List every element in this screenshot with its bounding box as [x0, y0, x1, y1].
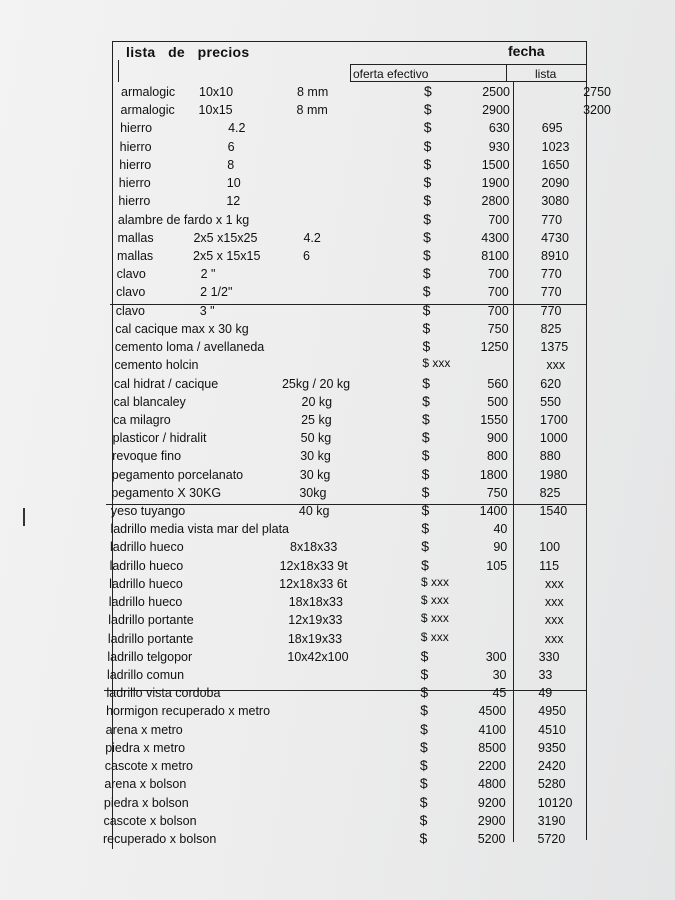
page-title: lista de precios: [126, 44, 250, 60]
product-name: ladrillo portante: [107, 631, 194, 646]
offer-price: 4500: [478, 704, 507, 719]
list-price: 2090: [541, 176, 570, 191]
product-name: piedra x bolson: [103, 795, 189, 810]
offer-price: 750: [486, 485, 508, 500]
product-detail: 30 kg: [299, 467, 331, 482]
product-name: ladrillo hueco: [109, 558, 184, 573]
product-name: revoque fino: [112, 449, 182, 464]
price-row: [121, 83, 611, 103]
price-row: [107, 686, 600, 704]
product-detail: 8: [227, 157, 235, 172]
list-price: 1000: [539, 431, 568, 446]
list-price: 620: [540, 376, 562, 391]
offer-price: 800: [486, 449, 508, 464]
product-detail-secondary: 4.2: [303, 230, 321, 245]
offer-price: 500: [487, 394, 509, 409]
list-price: 115: [539, 558, 560, 573]
price-row: [103, 811, 600, 832]
product-name: hierro: [118, 176, 151, 191]
product-detail: 12x18x33 6t: [279, 576, 348, 591]
date-label: fecha: [508, 43, 545, 59]
list-price: 880: [539, 449, 561, 464]
list-price: 2750: [583, 85, 611, 99]
product-name: ladrillo hueco: [110, 540, 184, 555]
offer-price: 2900: [482, 103, 510, 118]
currency-symbol: $: [420, 647, 429, 664]
list-price: 825: [540, 321, 562, 336]
currency-symbol: $: [421, 520, 430, 537]
offer-price: 2500: [482, 85, 510, 99]
offer-price: 4300: [481, 230, 510, 245]
product-detail: 3 ": [199, 303, 215, 318]
price-row: [113, 374, 600, 395]
product-name: pegamento porcelanato: [111, 467, 244, 482]
currency-symbol: $: [422, 374, 431, 391]
product-detail: 10x10: [199, 85, 234, 99]
product-name: hierro: [119, 157, 152, 172]
currency-symbol: $: [423, 210, 432, 227]
product-detail: 2x5 x 15x15: [193, 248, 261, 263]
product-detail-secondary: 8 mm: [296, 103, 328, 118]
currency-na: $ xxx: [420, 611, 449, 626]
product-detail: 18x18x33: [288, 595, 343, 610]
product-name: ladrillo comun: [106, 668, 185, 683]
currency-na: $ xxx: [421, 574, 450, 589]
offer-price: 750: [487, 321, 509, 336]
product-detail: 12: [226, 194, 241, 209]
product-detail: 2x5 x15x25: [193, 230, 258, 245]
product-name: hierro: [118, 194, 151, 209]
offer-price: 4100: [478, 722, 507, 737]
list-price: 1980: [539, 467, 568, 482]
price-row: [107, 668, 600, 686]
price-row: [119, 137, 600, 158]
currency-symbol: $: [419, 757, 428, 774]
currency-symbol: $: [420, 666, 429, 683]
offer-price: 5200: [477, 832, 506, 846]
price-row: [107, 647, 600, 668]
list-price: 550: [540, 394, 561, 409]
currency-symbol: $: [420, 738, 428, 755]
list-price-na: xxx: [544, 631, 564, 646]
column-header-list: lista: [535, 67, 557, 81]
currency-symbol: $: [423, 101, 432, 118]
price-row: [116, 285, 600, 303]
list-price: 4730: [541, 230, 569, 245]
currency-symbol: $: [423, 137, 432, 154]
product-detail: 30 kg: [300, 449, 331, 464]
list-price: 1540: [539, 504, 568, 519]
price-row: [110, 522, 600, 540]
offer-price: 2200: [478, 759, 506, 774]
currency-symbol: $: [420, 684, 429, 701]
product-name: yeso tuyango: [110, 504, 186, 519]
product-detail: 25kg / 20 kg: [281, 376, 351, 391]
price-row: [103, 832, 600, 850]
list-price: 1700: [540, 412, 568, 427]
list-price: 3190: [537, 813, 566, 828]
product-name: arena x metro: [105, 722, 183, 737]
product-name: ca milagro: [113, 412, 171, 427]
price-row: [109, 556, 600, 577]
product-name: ladrillo hueco: [109, 576, 183, 591]
price-row: [119, 176, 600, 194]
offer-price: 2900: [477, 813, 506, 828]
list-price: 770: [541, 212, 563, 227]
currency-symbol: $: [422, 338, 431, 355]
currency-symbol: $: [420, 720, 428, 737]
product-name: armalogic: [121, 85, 176, 99]
offer-price: 45: [492, 686, 507, 701]
product-detail-secondary: 8 mm: [297, 85, 329, 99]
offer-price: 930: [488, 139, 510, 154]
price-row: [117, 246, 600, 267]
header-divider-right: [506, 64, 507, 81]
offer-price: 90: [493, 540, 508, 555]
product-detail: 10: [226, 176, 241, 191]
currency-symbol: $: [421, 483, 430, 500]
offer-price: 900: [487, 431, 508, 446]
product-name: ladrillo portante: [108, 613, 194, 628]
price-row: [104, 777, 600, 795]
currency-symbol: $: [419, 811, 428, 828]
product-detail: 4.2: [228, 121, 246, 136]
list-price: 100: [539, 540, 561, 555]
list-price: 1023: [541, 139, 570, 154]
price-row: [115, 301, 600, 322]
list-price: 2420: [537, 759, 566, 774]
product-name: cascote x bolson: [103, 813, 197, 828]
currency-na: $ xxx: [420, 593, 449, 608]
price-row: [117, 267, 600, 285]
currency-symbol: $: [423, 246, 431, 263]
product-name: ladrillo telgopor: [107, 649, 193, 664]
list-price: 33: [538, 668, 553, 683]
list-price: 3200: [583, 103, 611, 118]
list-price: 770: [540, 303, 562, 318]
offer-price: 30: [492, 668, 507, 683]
price-row: [112, 449, 600, 467]
offer-price: 300: [485, 649, 507, 664]
currency-symbol: $: [421, 465, 430, 482]
price-row: [115, 319, 600, 340]
currency-symbol: $: [423, 155, 432, 172]
currency-na: $ xxx: [422, 356, 451, 371]
header-rule-bottom: [350, 81, 586, 82]
product-name: mallas: [117, 230, 154, 245]
product-name: clavo: [116, 285, 146, 300]
price-row: [109, 595, 600, 613]
product-name: hierro: [119, 139, 152, 154]
product-name: pegamento X 30KG: [111, 485, 222, 500]
price-row: [117, 228, 600, 249]
currency-symbol: $: [419, 793, 428, 810]
list-price: 10120: [537, 795, 573, 810]
price-row: [111, 483, 600, 504]
product-name: cascote x metro: [104, 759, 193, 774]
product-detail: 10x15: [198, 103, 233, 118]
price-row: [119, 155, 600, 176]
currency-symbol: $: [421, 447, 430, 464]
product-name: alambre de fardo x 1 kg: [117, 212, 250, 227]
product-detail: 12x18x33 9t: [279, 558, 348, 573]
list-price: 695: [541, 121, 563, 136]
product-name: cal hidrat / cacique: [113, 376, 219, 391]
price-row: [115, 340, 600, 358]
currency-symbol: $: [421, 556, 429, 573]
offer-price: 4800: [478, 777, 506, 792]
product-detail: 8x18x33: [290, 540, 338, 555]
list-price-na: xxx: [545, 576, 564, 591]
offer-price: 700: [488, 267, 509, 282]
list-price-na: xxx: [546, 358, 566, 373]
offer-price: 1400: [479, 504, 508, 519]
list-price: 4950: [538, 704, 567, 719]
product-name: cemento loma / avellaneda: [114, 340, 265, 355]
list-price-na: xxx: [544, 595, 564, 610]
currency-symbol: $: [419, 830, 428, 846]
list-price: 4510: [538, 722, 566, 737]
price-row: [113, 392, 600, 413]
currency-symbol: $: [422, 265, 431, 282]
price-row: [108, 613, 600, 631]
price-row: [105, 759, 600, 777]
currency-symbol: $: [422, 392, 430, 409]
offer-price: 1500: [481, 157, 510, 172]
price-row: [120, 101, 611, 121]
product-name: clavo: [115, 303, 145, 318]
list-price: 825: [539, 485, 561, 500]
offer-price: 9200: [477, 795, 506, 810]
product-detail: 12x19x33: [288, 613, 343, 628]
product-name: hierro: [120, 121, 153, 136]
currency-symbol: $: [424, 83, 432, 99]
currency-symbol: $: [422, 283, 431, 300]
product-name: cal cacique max x 30 kg: [115, 321, 249, 336]
offer-price: 8500: [478, 740, 507, 755]
offer-price: 1800: [479, 467, 508, 482]
list-price: 8910: [541, 248, 569, 263]
price-row: [109, 574, 600, 595]
currency-symbol: $: [421, 502, 430, 519]
price-row: [113, 431, 600, 449]
header-rule-top: [350, 64, 586, 65]
product-name: recuperado x bolson: [103, 832, 217, 846]
product-name: ladrillo media vista mar del plata: [110, 522, 290, 537]
product-name: ladrillo hueco: [108, 595, 183, 610]
price-row: [113, 410, 600, 431]
product-name: armalogic: [120, 103, 175, 118]
product-detail: 30kg: [299, 485, 327, 500]
currency-symbol: $: [420, 702, 429, 719]
price-row: [111, 465, 600, 486]
price-row: [117, 210, 600, 231]
product-name: ladrillo vista cordoba: [106, 686, 221, 701]
currency-symbol: $: [423, 174, 432, 191]
product-name: hormigon recuperado x metro: [106, 704, 271, 719]
price-row: [106, 704, 600, 722]
product-name: clavo: [116, 267, 146, 282]
offer-price: 700: [487, 285, 509, 300]
currency-na: $ xxx: [420, 629, 449, 644]
offer-price: 105: [486, 558, 508, 573]
price-row: [111, 504, 600, 522]
list-price: 3080: [541, 194, 570, 209]
currency-symbol: $: [423, 192, 432, 209]
offer-price: 40: [493, 522, 508, 537]
product-detail: 18x19x33: [287, 631, 343, 646]
list-price: 1650: [541, 157, 570, 172]
currency-symbol: $: [423, 228, 431, 245]
title-left-rule: [118, 60, 119, 82]
offer-price: 630: [488, 121, 510, 136]
cursor-mark: [23, 508, 25, 526]
price-row: [110, 540, 600, 558]
offer-price: 2800: [481, 194, 510, 209]
currency-symbol: $: [423, 119, 432, 136]
list-price: 770: [540, 285, 562, 300]
product-detail: 40 kg: [298, 504, 330, 519]
offer-price: 700: [488, 212, 510, 227]
currency-symbol: $: [422, 410, 430, 427]
list-price: 330: [538, 649, 560, 664]
list-price-na: xxx: [544, 613, 564, 628]
product-name: mallas: [117, 248, 154, 263]
offer-price: 1550: [480, 412, 509, 427]
product-detail: 25 kg: [301, 412, 332, 427]
product-detail: 6: [227, 139, 235, 154]
list-price: 770: [540, 267, 562, 282]
header-divider-left: [350, 64, 351, 81]
list-price: 5720: [537, 832, 566, 846]
currency-symbol: $: [421, 538, 430, 555]
offer-price: 560: [487, 376, 509, 391]
list-price: 49: [538, 686, 553, 701]
price-row: [120, 121, 600, 139]
product-name: cemento holcin: [114, 358, 199, 373]
list-price: 5280: [537, 777, 566, 792]
product-detail: 10x42x100: [287, 649, 349, 664]
product-name: arena x bolson: [104, 777, 187, 792]
price-row: [118, 194, 600, 212]
price-row: [114, 358, 600, 376]
product-detail: 50 kg: [300, 431, 332, 446]
price-row: [105, 720, 600, 741]
currency-symbol: $: [419, 775, 428, 792]
price-row: [107, 629, 600, 650]
table-border-top: [112, 41, 586, 42]
offer-price: 1900: [481, 176, 510, 191]
currency-symbol: $: [422, 301, 431, 318]
product-detail: 20 kg: [301, 394, 333, 409]
product-detail-secondary: 6: [303, 248, 310, 263]
offer-price: 700: [487, 303, 509, 318]
price-row: [103, 793, 600, 814]
currency-symbol: $: [422, 319, 431, 336]
product-name: plasticor / hidralit: [112, 431, 207, 446]
product-detail: 2 1/2": [200, 285, 233, 300]
product-detail: 2 ": [200, 267, 216, 282]
list-price: 9350: [538, 740, 566, 755]
product-name: piedra x metro: [105, 740, 186, 755]
product-name: cal blancaley: [113, 394, 186, 409]
list-price: 1375: [540, 340, 569, 355]
column-header-offer: oferta efectivo: [353, 67, 429, 81]
offer-price: 1250: [480, 340, 509, 355]
price-row: [105, 738, 600, 759]
currency-symbol: $: [421, 429, 430, 446]
offer-price: 8100: [481, 248, 509, 263]
